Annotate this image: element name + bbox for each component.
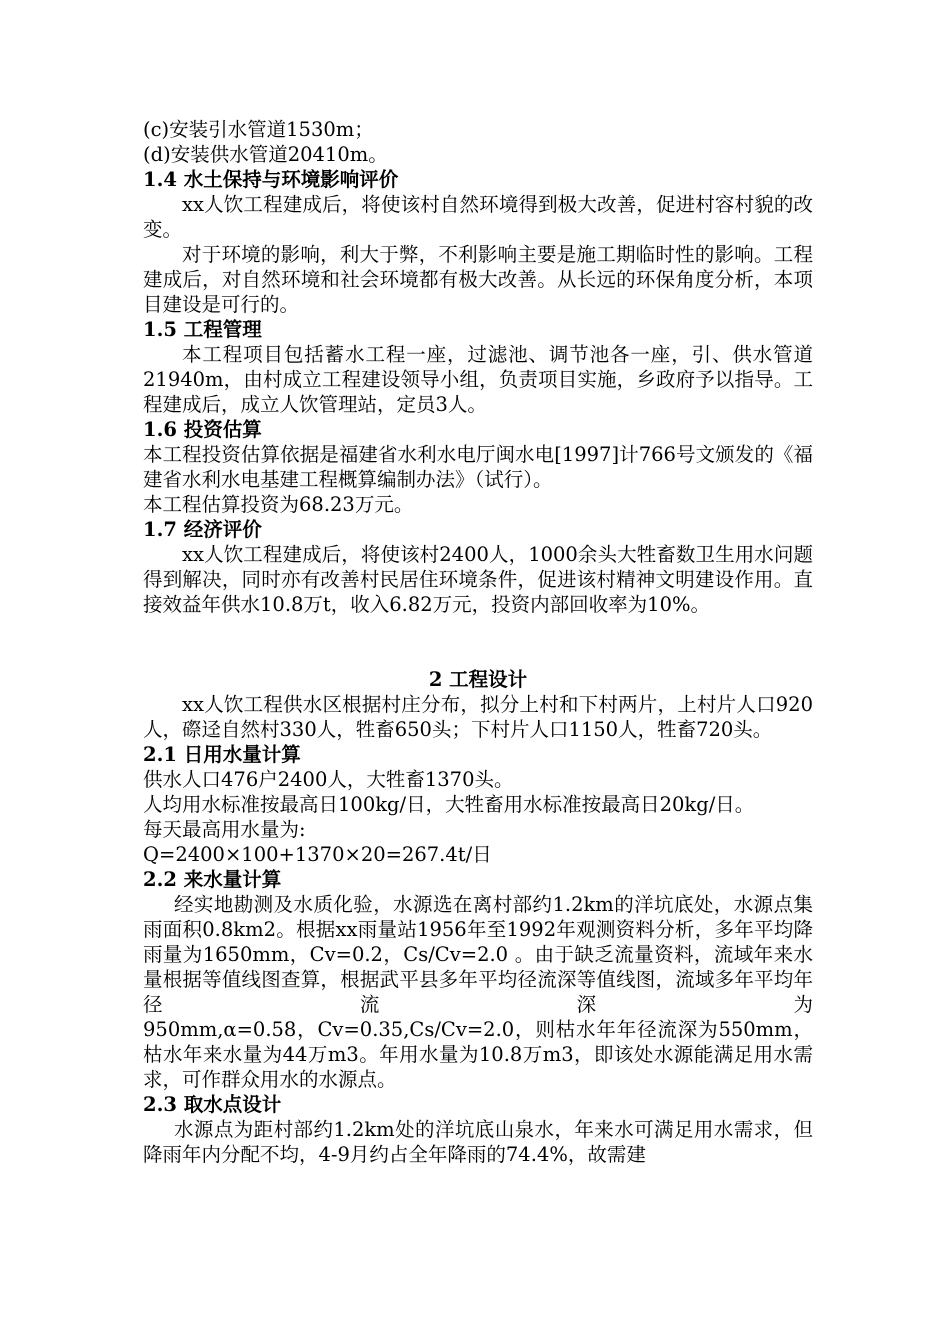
paragraph: 本工程投资估算依据是福建省水利水电厅闽水电[1997]计766号文颁发的《福建省水利水电基建工程概算编制办法》（试行）。 xyxy=(143,443,813,491)
paragraph: 950mm,α=0.58，Cv=0.35,Cs/Cv=2.0，则枯水年年径流深为550mm，枯水年来水量为44万m3。年用水量为10.8万m3，即该处水源能满足用水需求，可作群众用水的水源点。 xyxy=(143,1018,813,1091)
paragraph: 对于环境的影响，利大于弊，不利影响主要是施工期临时性的影响。工程建成后，对自然环境和社会环境都有极大改善。从长远的环保角度分析，本项目建设是可行的。 xyxy=(143,243,813,316)
list-item-d: (d)安装供水管道20410m。 xyxy=(143,143,388,166)
chapter-heading-2: 2 工程设计 xyxy=(428,668,528,691)
spacer xyxy=(143,617,813,667)
section-heading-2-2: 2.2 来水量计算 xyxy=(143,868,282,891)
text-line: 供水人口476户2400人，大牲畜1370头。 xyxy=(143,768,514,791)
paragraph: xx人饮工程建成后，将使该村自然环境得到极大改善，促进村容村貌的改变。 xyxy=(143,193,813,241)
paragraph: xx人饮工程建成后，将使该村2400人，1000余头大牲畜数卫生用水问题得到解决，同时亦有改善村民居住环境条件，促进该村精神文明建设作用。直接效益年供水10.8万t，收入6.82万元，投资内部回收率为10%。 xyxy=(143,543,813,616)
section-heading-1-5: 1.5 工程管理 xyxy=(143,318,262,341)
document-page xyxy=(143,117,813,1167)
paragraph: 本工程项目包括蓄水工程一座，过滤池、调节池各一座，引、供水管道21940m，由村成立工程建设领导小组，负责项目实施，乡政府予以指导。工程建成后，成立人饮管理站，定员3人。 xyxy=(143,343,813,416)
section-heading-2-1: 2.1 日用水量计算 xyxy=(143,743,301,766)
text-line: 人均用水标准按最高日100kg/日，大牲畜用水标准按最高日20kg/日。 xyxy=(143,793,755,816)
paragraph: 经实地勘测及水质化验，水源选在离村部约1.2km的洋坑底处，水源点集雨面积0.8km2。根据xx雨量站1956年至1992年观测资料分析，多年平均降雨量为1650mm，Cv=0.2，Cs/Cv=2.0 。由于缺乏流量资料，流域年来水量根据等值线图查算，根据武平县多年平均径流深等值线图，流域多年平均年径流深为 xyxy=(143,893,813,1016)
section-heading-1-4: 1.4 水土保持与环境影响评价 xyxy=(143,168,399,191)
formula-line: Q=2400×100+1370×20=267.4t/日 xyxy=(143,843,492,866)
paragraph: 水源点为距村部约1.2km处的洋坑底山泉水，年来水可满足用水需求，但降雨年内分配不均，4-9月约占全年降雨的74.4%，故需建 xyxy=(143,1118,813,1166)
section-heading-1-7: 1.7 经济评价 xyxy=(143,518,262,541)
list-item-c: (c)安装引水管道1530m； xyxy=(143,118,374,141)
section-heading-2-3: 2.3 取水点设计 xyxy=(143,1093,282,1116)
paragraph: xx人饮工程供水区根据村庄分布，拟分上村和下村两片，上村片人口920人，磜迳自然村330人，牲畜650头；下村片人口1150人，牲畜720头。 xyxy=(143,693,813,741)
paragraph: 本工程估算投资为68.23万元。 xyxy=(143,493,414,516)
text-line: 每天最高用水量为: xyxy=(143,818,306,841)
section-heading-1-6: 1.6 投资估算 xyxy=(143,418,262,441)
